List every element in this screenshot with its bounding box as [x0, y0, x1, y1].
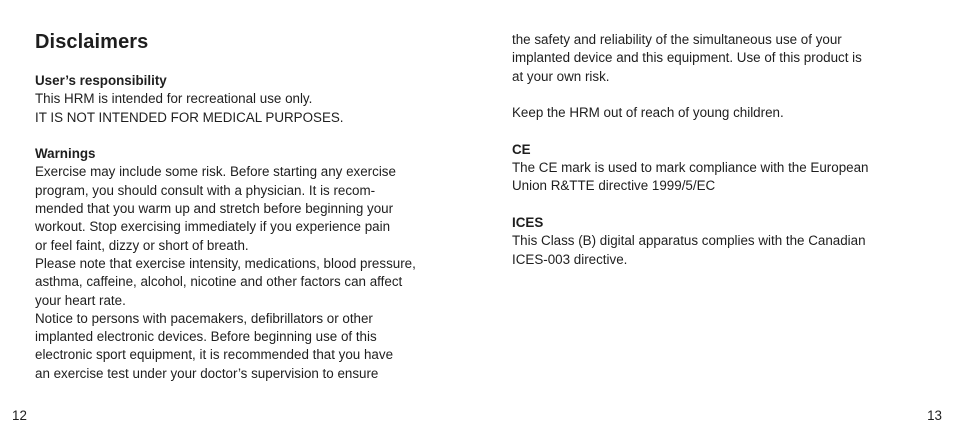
warnings-line: an exercise test under your doctor’s supervision to ensure [35, 365, 379, 381]
continuation-line: at your own risk. [512, 68, 610, 84]
warnings-heading: Warnings [35, 146, 96, 162]
warnings-line: mended that you warm up and stretch before beginning your [35, 201, 394, 217]
warnings-line: or feel faint, dizzy or short of breath. [35, 237, 249, 253]
ices-section [512, 214, 932, 269]
page-number-right: 13 [927, 408, 942, 423]
user-responsibility-heading: User’s responsibility [35, 73, 167, 88]
warnings-line: implanted electronic devices. Before beginning use of this [35, 329, 377, 345]
ices-heading: ICES [512, 214, 544, 230]
page-number-left: 12 [12, 408, 27, 423]
left-column [35, 72, 455, 383]
ices-line: This Class (B) digital apparatus complies with the Canadian [512, 233, 866, 249]
ce-line: Union R&TTE directive 1999/5/EC [512, 178, 716, 194]
continuation-line: the safety and reliability of the simultaneous use of your [512, 32, 842, 47]
right-column [512, 31, 932, 269]
warnings-section [35, 145, 455, 383]
ce-section [512, 141, 932, 196]
ices-line: ICES-003 directive. [512, 251, 628, 267]
warnings-line: program, you should consult with a physician. It is recom- [35, 182, 376, 198]
warnings-continuation-section [512, 31, 932, 86]
right-page [477, 0, 954, 434]
warnings-line: Exercise may include some risk. Before starting any exercise [35, 164, 396, 180]
user-responsibility-line: This HRM is intended for recreational use only. [35, 91, 313, 107]
children-note-line: Keep the HRM out of reach of young children. [512, 105, 784, 121]
children-note-section [512, 104, 932, 122]
continuation-line: implanted device and this equipment. Use of this product is [512, 50, 862, 66]
warnings-line: Notice to persons with pacemakers, defibrillators or other [35, 310, 373, 326]
warnings-line: electronic sport equipment, it is recommended that you have [35, 347, 394, 363]
warnings-line: Please note that exercise intensity, medications, blood pressure, [35, 255, 416, 271]
user-responsibility-line: IT IS NOT INTENDED FOR MEDICAL PURPOSES. [35, 109, 344, 125]
warnings-line: your heart rate. [35, 292, 126, 308]
warnings-line: asthma, caffeine, alcohol, nicotine and other factors can affect [35, 274, 403, 290]
ce-heading: CE [512, 141, 531, 157]
ce-line: The CE mark is used to mark compliance with the European [512, 160, 869, 176]
warnings-line: workout. Stop exercising immediately if you experience pain [35, 219, 391, 235]
page-title: Disclaimers [35, 31, 149, 53]
user-responsibility-section [35, 72, 455, 127]
